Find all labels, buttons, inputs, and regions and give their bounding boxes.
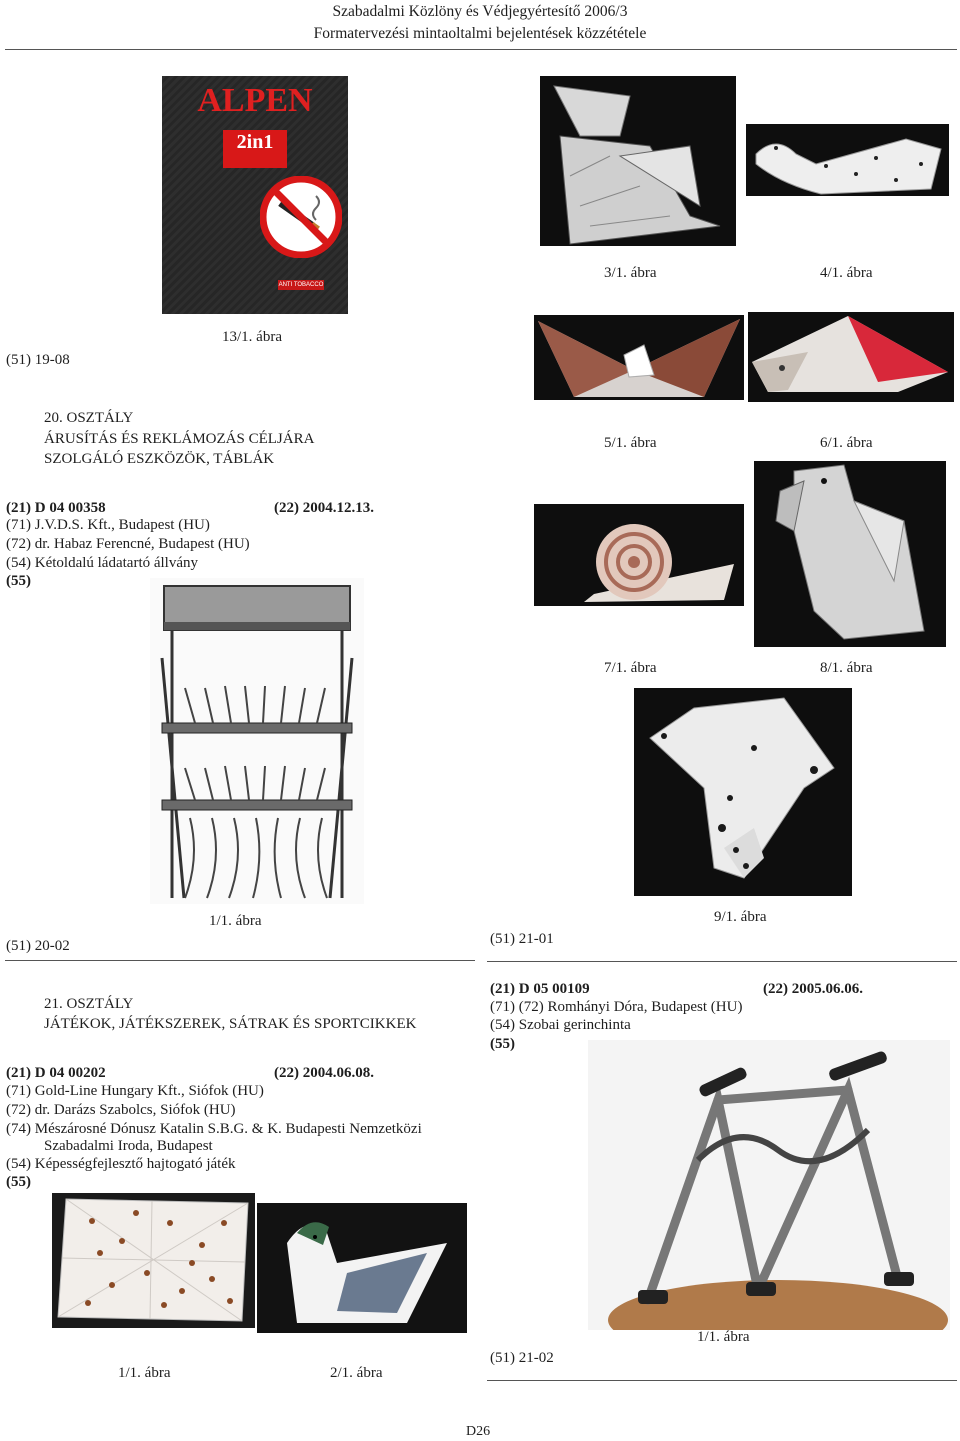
entry3-applicant-designer: (71) (72) Romhányi Dóra, Budapest (HU) xyxy=(490,999,743,1015)
entry2-representative-cont: Szabadalmi Iroda, Budapest xyxy=(44,1138,213,1154)
origami-boat-image xyxy=(534,315,744,400)
figure-spine-caption: 1/1. ábra xyxy=(697,1329,750,1345)
entry2-applicant: (71) Gold-Line Hungary Kft., Siófok (HU) xyxy=(6,1083,264,1099)
origami-seal-image xyxy=(634,688,852,896)
figure-duck-caption: 2/1. ábra xyxy=(330,1365,383,1381)
entry2-title: (54) Képességfejlesztő hajtogató játék xyxy=(6,1156,236,1172)
page-number: D26 xyxy=(466,1424,491,1439)
class-code-21-01: (51) 21-01 xyxy=(490,931,554,947)
alpen-badge: 2in1 xyxy=(223,130,287,168)
entry2-figure-label: (55) xyxy=(6,1174,31,1190)
figure-9-1-caption: 9/1. ábra xyxy=(714,909,767,925)
section-20-line1: ÁRUSÍTÁS ÉS REKLÁMOZÁS CÉLJÁRA xyxy=(44,431,315,447)
crate-stand-image xyxy=(150,578,364,904)
figure-stand-caption: 1/1. ábra xyxy=(209,913,262,929)
right-column-rule xyxy=(487,961,957,962)
section-21-title: 21. OSZTÁLY xyxy=(44,996,134,1012)
section-20-title: 20. OSZTÁLY xyxy=(44,410,134,426)
entry2-filing-date: (22) 2004.06.08. xyxy=(274,1065,374,1081)
class-code-21-02: (51) 21-02 xyxy=(490,1350,554,1366)
alpen-box-image xyxy=(162,76,348,314)
journal-subtitle: Formatervezési mintaoltalmi bejelentések közzététele xyxy=(313,25,647,42)
entry2-designer: (72) dr. Darázs Szabolcs, Siófok (HU) xyxy=(6,1102,236,1118)
header-rule xyxy=(5,49,957,50)
spine-swing-image xyxy=(588,1040,950,1330)
no-smoking-sign xyxy=(260,176,342,258)
origami-dog-image xyxy=(540,76,736,246)
entry2-representative: (74) Mészárosné Dónusz Katalin S.B.G. & K. Budapesti Nemzetközi xyxy=(6,1121,422,1137)
entry1-applicant: (71) J.V.D.S. Kft., Budapest (HU) xyxy=(6,517,210,533)
section-21-line1: JÁTÉKOK, JÁTÉKSZEREK, SÁTRAK ÉS SPORTCIKKEK xyxy=(44,1016,417,1032)
class-code-19-08: (51) 19-08 xyxy=(6,352,70,368)
right-bottom-rule xyxy=(487,1380,957,1381)
figure-13-1-caption: 13/1. ábra xyxy=(222,329,282,345)
origami-fish-image xyxy=(748,312,954,402)
figure-8-1-caption: 8/1. ábra xyxy=(820,660,873,676)
alpen-brand-text: ALPEN xyxy=(197,82,313,119)
origami-elephant-image xyxy=(754,461,946,647)
left-column-rule xyxy=(5,960,475,961)
folding-mat-image xyxy=(52,1193,255,1328)
origami-snail-image xyxy=(534,504,744,606)
origami-bird-image xyxy=(746,124,949,196)
entry1-figure-label: (55) xyxy=(6,573,31,589)
figure-3-1-caption: 3/1. ábra xyxy=(604,265,657,281)
figure-5-1-caption: 5/1. ábra xyxy=(604,435,657,451)
class-code-20-02: (51) 20-02 xyxy=(6,938,70,954)
entry3-title: (54) Szobai gerinchinta xyxy=(490,1017,631,1033)
figure-7-1-caption: 7/1. ábra xyxy=(604,660,657,676)
entry2-application-number: (21) D 04 00202 xyxy=(6,1065,106,1081)
alpen-footer-label: ANTI TOBACCO xyxy=(278,282,324,288)
entry3-figure-label: (55) xyxy=(490,1036,515,1052)
entry1-designer: (72) dr. Habaz Ferencné, Budapest (HU) xyxy=(6,536,250,552)
entry1-filing-date: (22) 2004.12.13. xyxy=(274,500,374,516)
section-20-line2: SZOLGÁLÓ ESZKÖZÖK, TÁBLÁK xyxy=(44,451,275,467)
entry1-title: (54) Kétoldalú ládatartó állvány xyxy=(6,555,199,571)
entry3-filing-date: (22) 2005.06.06. xyxy=(763,981,863,997)
duck-figure-image xyxy=(257,1203,467,1333)
journal-title: Szabadalmi Közlöny és Védjegyértesítő 2006/3 xyxy=(332,3,628,20)
entry1-application-number: (21) D 04 00358 xyxy=(6,500,106,516)
figure-4-1-caption: 4/1. ábra xyxy=(820,265,873,281)
figure-6-1-caption: 6/1. ábra xyxy=(820,435,873,451)
figure-quilt-caption: 1/1. ábra xyxy=(118,1365,171,1381)
entry3-application-number: (21) D 05 00109 xyxy=(490,981,590,997)
